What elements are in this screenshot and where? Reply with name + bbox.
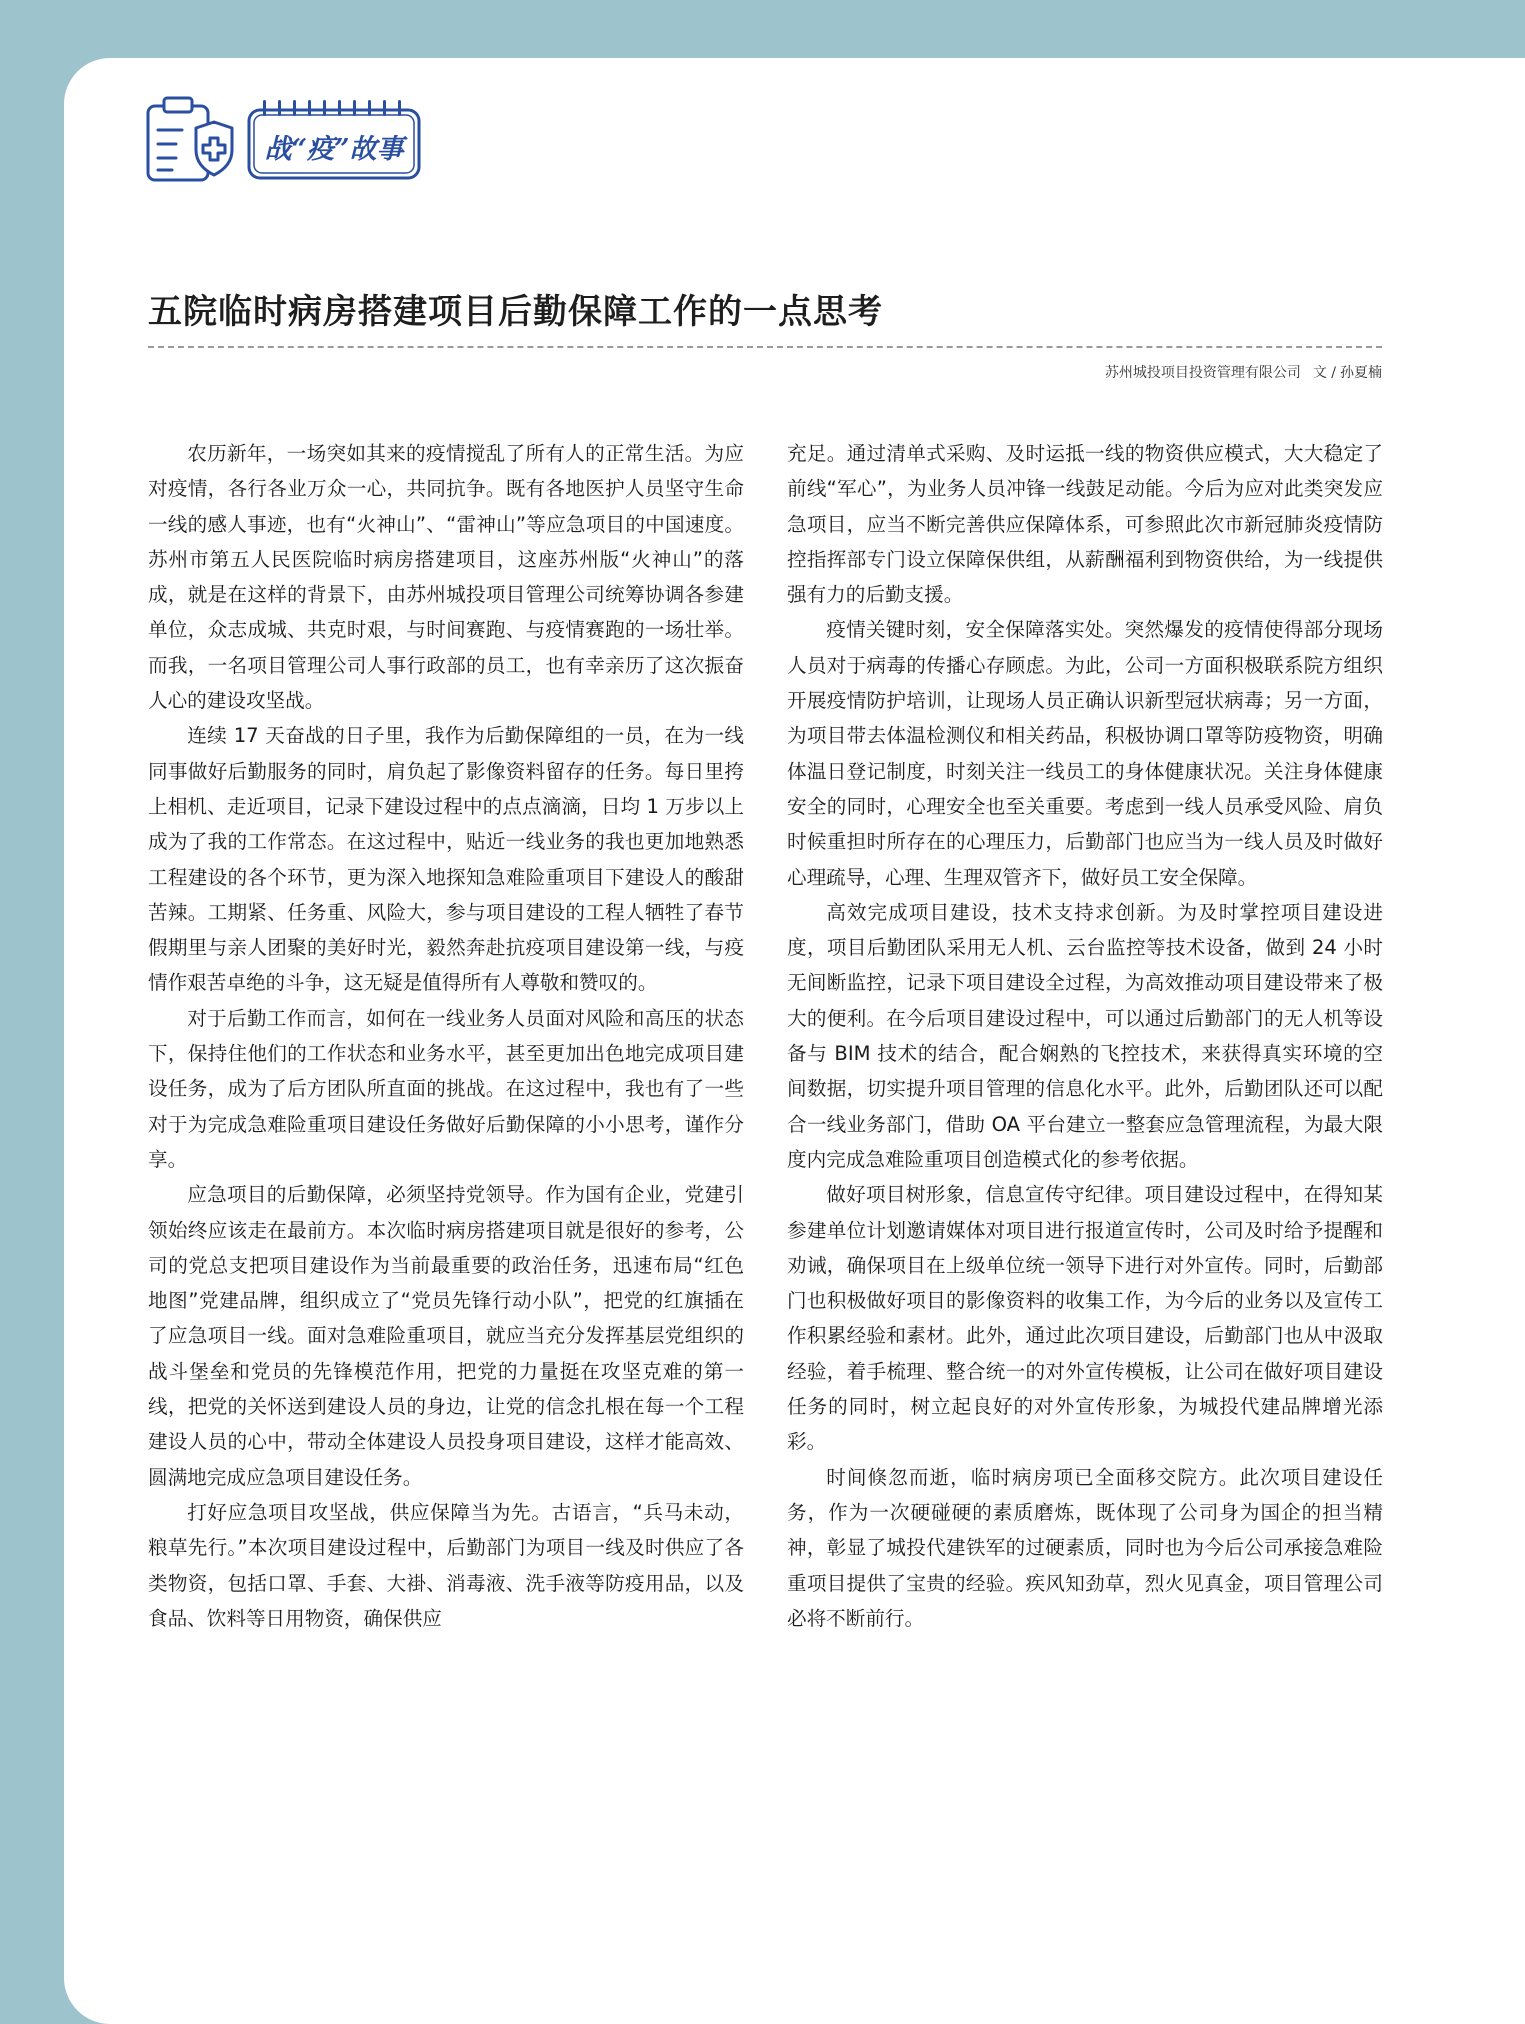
article-title: 五院临时病房搭建项目后勤保障工作的一点思考: [148, 292, 883, 332]
byline: [1105, 362, 1382, 382]
right-column: [787, 436, 1383, 1636]
column-logo: [146, 94, 426, 184]
badge-text: 战“疫”故事: [264, 134, 404, 165]
paragraph: 疫情关键时刻，安全保障落实处。突然爆发的疫情使得部分现场人员对于病毒的传播心存顾虑。为此，公司一方面积极联系院方组织开展疫情防护培训，让现场人员正确认识新型冠状病毒；另一方面，为项目带去体温检测仪和相关药品，积极协调口罩等防疫物资，明确体温日登记制度，时刻关注一线员工的身体健康状况。关注身体健康安全的同时，心理安全也至关重要。考虑到一线人员承受风险、肩负时候重担时所存在的心理压力，后勤部门也应当为一线人员及时做好心理疏导，心理、生理双管齐下，做好员工安全保障。: [787, 618, 1383, 889]
paragraph: 打好应急项目攻坚战，供应保障当为先。古语言，“兵马未动，粮草先行。”本次项目建设过程中，后勤部门为项目一线及时供应了各类物资，包括口罩、手套、大褂、消毒液、洗手液等防疫用品，以及食品、饮料等日用物资，确保供应: [148, 1500, 744, 1630]
paragraph: 农历新年，一场突如其来的疫情搅乱了所有人的正常生活。为应对疫情，各行各业万众一心，共同抗争。既有各地医护人员坚守生命一线的感人事迹，也有“火神山”、“雷神山”等应急项目的中国速度。苏州市第五人民医院临时病房搭建项目，这座苏州版“火神山”的落成，就是在这样的背景下，由苏州城投项目管理公司统筹协调各参建单位，众志成城、共克时艰，与时间赛跑、与疫情赛跑的一场壮举。而我，一名项目管理公司人事行政部的员工，也有幸亲历了这次振奋人心的建设攻坚战。: [148, 442, 744, 713]
clipboard-shield-cross-icon: [146, 94, 426, 184]
author-org: 苏州城投项目投资管理有限公司: [1104, 365, 1301, 381]
paragraph: 对于后勤工作而言，如何在一线业务人员面对风险和高压的状态下，保持住他们的工作状态和业务水平，甚至更加出色地完成项目建设任务，成为了后方团队所直面的挑战。在这过程中，我也有了一些对于为完成急难险重项目建设任务做好后勤保障的小小思考，谨作分享。: [148, 1006, 744, 1171]
paragraph-continuation: 充足。通过清单式采购、及时运抵一线的物资供应模式，大大稳定了前线“军心”，为业务人员冲锋一线鼓足动能。今后为应对此类突发应急项目，应当不断完善供应保障体系，可参照此次市新冠肺炎疫情防控指挥部专门设立保障保供组，从薪酬福利到物资供给，为一线提供强有力的后勤支援。: [787, 442, 1383, 607]
paragraph: 高效完成项目建设，技术支持求创新。为及时掌控项目建设进度，项目后勤团队采用无人机、云台监控等技术设备，做到 24 小时无间断监控，记录下项目建设全过程，为高效推动项目建设带来了极大的便利。在今后项目建设过程中，可以通过后勤部门的无人机等设备与 BIM 技术的结合，配合娴熟的飞控技术，来获得真实环境的空间数据，切实提升项目管理的信息化水平。此外，后勤团队还可以配合一线业务部门，借助 OA 平台建立一整套应急管理流程，为最大限度内完成急难险重项目创造模式化的参考依据。: [787, 900, 1383, 1171]
title-divider: [148, 346, 1382, 348]
paragraph: 时间倏忽而逝，临时病房项已全面移交院方。此次项目建设任务，作为一次硬碰硬的素质磨炼，既体现了公司身为国企的担当精神，彰显了城投代建铁军的过硬素质，同时也为今后公司承接急难险重项目提供了宝贵的经验。疾风知劲草，烈火见真金，项目管理公司必将不断前行。: [787, 1465, 1383, 1630]
paragraph: 做好项目树形象，信息宣传守纪律。项目建设过程中，在得知某参建单位计划邀请媒体对项目进行报道宣传时，公司及时给予提醒和劝诫，确保项目在上级单位统一领导下进行对外宣传。同时，后勤部门也积极做好项目的影像资料的收集工作，为今后的业务以及宣传工作积累经验和素材。此外，通过此次项目建设，后勤部门也从中汲取经验，着手梳理、整合统一的对外宣传模板，让公司在做好项目建设任务的同时，树立起良好的对外宣传形象，为城投代建品牌增光添彩。: [787, 1183, 1383, 1454]
paragraph: 应急项目的后勤保障，必须坚持党领导。作为国有企业，党建引领始终应该走在最前方。本次临时病房搭建项目就是很好的参考，公司的党总支把项目建设作为当前最重要的政治任务，迅速布局“红色地图”党建品牌，组织成立了“党员先锋行动小队”，把党的红旗插在了应急项目一线。面对急难险重项目，就应当充分发挥基层党组织的战斗堡垒和党员的先锋模范作用，把党的力量挺在攻坚克难的第一线，把党的关怀送到建设人员的身边，让党的信念扎根在每一个工程建设人员的心中，带动全体建设人员投身项目建设，这样才能高效、圆满地完成应急项目建设任务。: [148, 1183, 744, 1489]
author-name: 孙夏楠: [1340, 365, 1382, 381]
left-column: [148, 436, 744, 1636]
paragraph: 连续 17 天奋战的日子里，我作为后勤保障组的一员，在为一线同事做好后勤服务的同时，肩负起了影像资料留存的任务。每日里挎上相机、走近项目，记录下建设过程中的点点滴滴，日均 1 万步以上成为了我的工作常态。在这过程中，贴近一线业务的我也更加地熟悉工程建设的各个环节，更为深入地探知急难险重项目下建设人的酸甜苦辣。工期紧、任务重、风险大，参与项目建设的工程人牺牲了春节假期里与亲人团聚的美好时光，毅然奔赴抗疫项目建设第一线，与疫情作艰苦卓绝的斗争，这无疑是值得所有人尊敬和赞叹的。: [148, 724, 744, 995]
author-prefix: 文 /: [1312, 365, 1336, 381]
